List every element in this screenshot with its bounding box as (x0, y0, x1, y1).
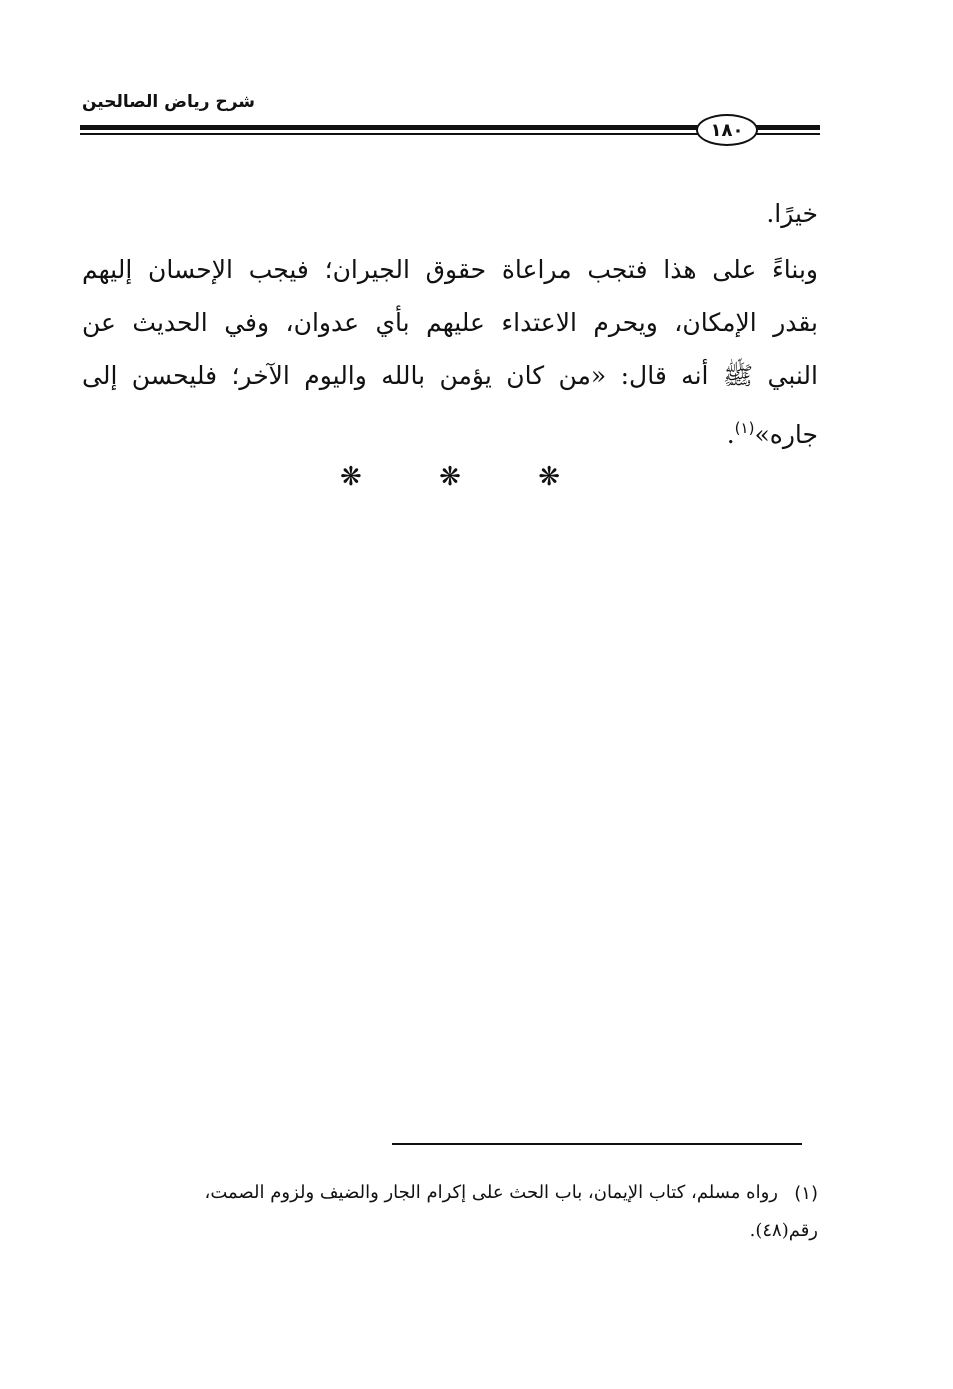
body-line-5-end: . (726, 420, 735, 449)
body-line-5 (82, 410, 818, 453)
body-line-2: وبناءً على هذا فتجب مراعاة حقوق الجيران؛ فيجب الإحسان إليهم (82, 255, 818, 284)
separator-star-icon: ❋ (340, 462, 362, 492)
section-separator (340, 462, 560, 492)
book-title: شرح رياض الصالحين (82, 92, 256, 112)
footnote-reference[interactable]: (١) (734, 419, 755, 437)
body-line-1: خيرًا. (766, 199, 818, 228)
page-number-badge (696, 114, 758, 146)
body-line-4: النبي ﷺ أنه قال: «من كان يؤمن بالله واليوم الآخر؛ فليحسن إلى (82, 361, 818, 390)
separator-star-icon: ❋ (439, 462, 461, 492)
page-number: ١٨٠ (710, 119, 744, 141)
footnote-line-2: رقم(٤٨). (749, 1220, 818, 1241)
footnote-line-1: رواه مسلم، كتاب الإيمان، باب الحث على إكرام الجار والضيف ولزوم الصمت، (204, 1182, 778, 1203)
body-line-5-text: جاره» (754, 420, 818, 449)
footnote-number: (١) (794, 1183, 818, 1204)
separator-star-icon: ❋ (538, 462, 560, 492)
body-line-3: بقدر الإمكان، ويحرم الاعتداء عليهم بأي عدوان، وفي الحديث عن (82, 308, 818, 337)
footnote-rule (392, 1143, 802, 1145)
